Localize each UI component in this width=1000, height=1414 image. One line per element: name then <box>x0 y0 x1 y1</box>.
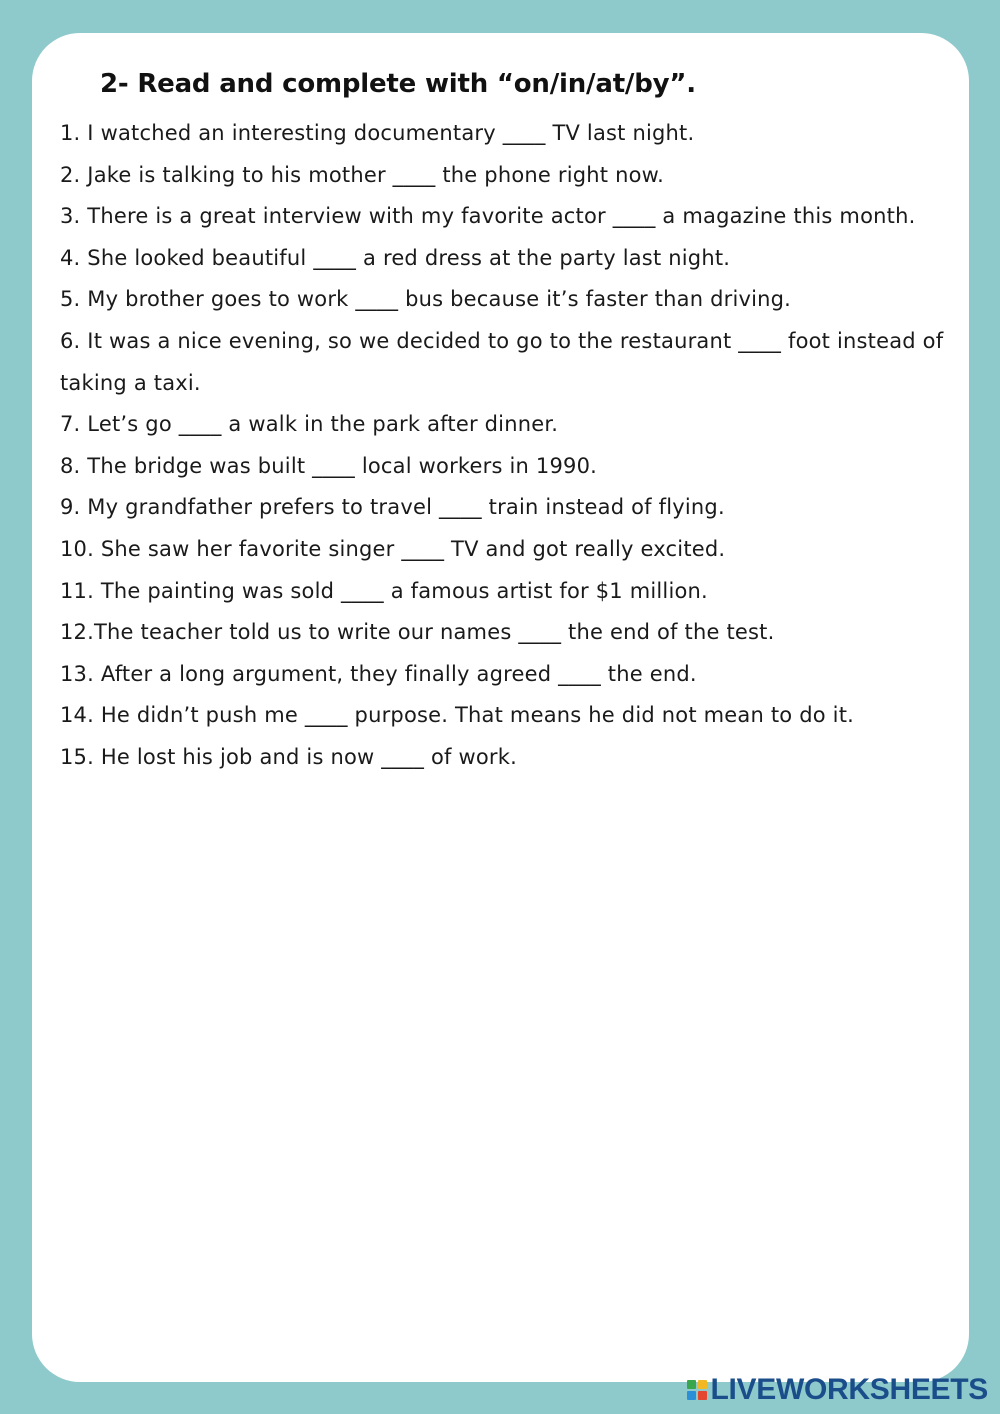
question-item: 1. I watched an interesting documentary ____ TV last night. <box>60 121 695 145</box>
logo-square <box>698 1380 707 1389</box>
brand-name: LIVEWORKSHEETS <box>710 1373 988 1406</box>
question-item: 8. The bridge was built ____ local workers in 1990. <box>60 453 598 478</box>
liveworksheets-logo-icon <box>687 1380 707 1400</box>
question-item: 5. My brother goes to work ____ bus because it’s faster than driving. <box>60 287 792 312</box>
question-item: 12.The teacher told us to write our names ____ the end of the test. <box>60 620 775 645</box>
question-item: 7. Let’s go ____ a walk in the park after dinner. <box>60 412 559 437</box>
question-item: 11. The painting was sold ____ a famous artist for $1 million. <box>60 578 708 603</box>
question-item: 14. He didn’t push me ____ purpose. That means he did not mean to do it. <box>60 703 855 728</box>
liveworksheets-brand <box>687 1370 989 1410</box>
question-item: 3. There is a great interview with my favorite actor ____ a magazine this month. <box>60 204 916 229</box>
logo-square <box>687 1380 696 1389</box>
question-item: 13. After a long argument, they finally agreed ____ the end. <box>60 661 697 686</box>
question-item: 4. She looked beautiful ____ a red dress at the party last night. <box>60 245 731 270</box>
question-item: 6. It was a nice evening, so we decided to go to the restaurant ____ foot instead of taking a taxi. <box>60 328 944 395</box>
logo-square <box>687 1391 696 1400</box>
question-item: 15. He lost his job and is now ____ of work. <box>60 744 517 769</box>
logo-square <box>698 1391 707 1400</box>
question-item: 2. Jake is talking to his mother ____ the phone right now. <box>60 162 664 187</box>
worksheet-title: 2- Read and complete with “on/in/at/by”. <box>100 69 696 99</box>
question-item: 9. My grandfather prefers to travel ____ train instead of flying. <box>60 495 725 520</box>
question-item: 10. She saw her favorite singer ____ TV and got really excited. <box>60 536 726 561</box>
question-list <box>60 113 960 779</box>
